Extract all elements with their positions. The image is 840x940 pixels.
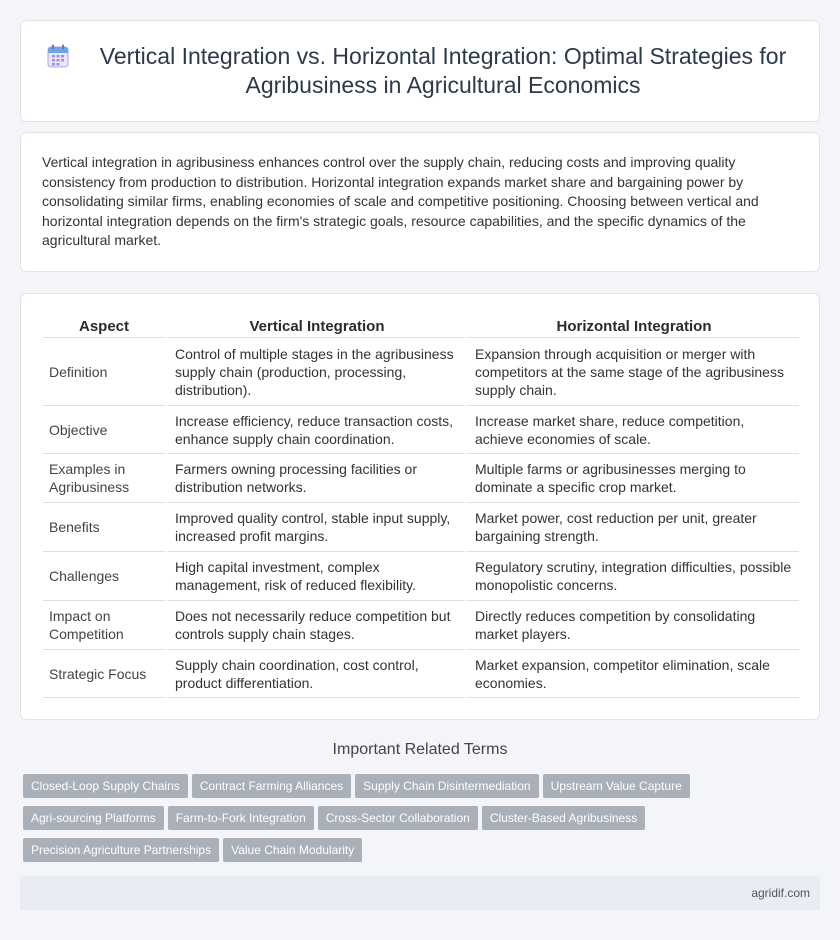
related-term-tag[interactable]: Cross-Sector Collaboration <box>318 806 478 830</box>
related-term-tag[interactable]: Agri-sourcing Platforms <box>23 806 164 830</box>
header-vertical: Vertical Integration <box>165 316 465 338</box>
row-vertical: High capital investment, complex management, risk of reduced flexibility. <box>165 552 465 601</box>
row-aspect: Definition <box>43 338 165 406</box>
related-terms-list <box>23 774 743 870</box>
table-row <box>43 552 799 601</box>
related-term-tag[interactable]: Value Chain Modularity <box>223 838 362 862</box>
related-term-tag[interactable]: Cluster-Based Agribusiness <box>482 806 645 830</box>
row-vertical: Farmers owning processing facilities or distribution networks. <box>165 454 465 503</box>
row-aspect: Challenges <box>43 552 165 601</box>
table-row <box>43 601 799 650</box>
table-row <box>43 503 799 552</box>
row-horizontal: Directly reduces competition by consolidating market players. <box>465 601 799 650</box>
row-aspect: Impact on Competition <box>43 601 165 650</box>
row-vertical: Improved quality control, stable input supply, increased profit margins. <box>165 503 465 552</box>
title-card <box>20 20 820 122</box>
row-aspect: Strategic Focus <box>43 650 165 698</box>
table-header-row <box>43 316 799 338</box>
related-term-tag[interactable]: Supply Chain Disintermediation <box>355 774 538 798</box>
footer <box>20 876 820 910</box>
related-terms-title: Important Related Terms <box>332 741 508 758</box>
table-row <box>43 406 799 454</box>
row-vertical: Does not necessarily reduce competition but controls supply chain stages. <box>165 601 465 650</box>
row-horizontal: Expansion through acquisition or merger with competitors at the same stage of the agribusiness supply chain. <box>465 338 799 406</box>
related-term-tag[interactable]: Contract Farming Alliances <box>192 774 351 798</box>
row-vertical: Supply chain coordination, cost control, product differentiation. <box>165 650 465 698</box>
row-horizontal: Multiple farms or agribusinesses merging to dominate a specific crop market. <box>465 454 799 503</box>
calendar-icon <box>47 44 69 68</box>
comparison-table <box>43 316 799 698</box>
row-aspect: Benefits <box>43 503 165 552</box>
row-horizontal: Market expansion, competitor elimination, scale economies. <box>465 650 799 698</box>
table-row <box>43 650 799 698</box>
row-horizontal: Market power, cost reduction per unit, greater bargaining strength. <box>465 503 799 552</box>
header-horizontal: Horizontal Integration <box>465 316 799 338</box>
row-aspect: Objective <box>43 406 165 454</box>
row-vertical: Control of multiple stages in the agribusiness supply chain (production, processing, distribution). <box>165 338 465 406</box>
related-term-tag[interactable]: Closed-Loop Supply Chains <box>23 774 188 798</box>
footer-site-link[interactable]: agridif.com <box>751 886 810 900</box>
table-row <box>43 338 799 406</box>
header-aspect: Aspect <box>43 316 165 338</box>
intro-paragraph: Vertical integration in agribusiness enhances control over the supply chain, reducing costs and improving quality consistency from production to distribution. Horizontal integration expands market share and bargaining power by consolidating similar firms, enabling economies of scale and competitive positioning. Choosing between vertical and horizontal integration depends on the firm's strategic goals, resource capabilities, and the specific dynamics of the agricultural market. <box>42 154 759 248</box>
related-term-tag[interactable]: Precision Agriculture Partnerships <box>23 838 219 862</box>
related-term-tag[interactable]: Farm-to-Fork Integration <box>168 806 314 830</box>
intro-card <box>20 132 820 272</box>
comparison-card <box>20 293 820 720</box>
row-horizontal: Increase market share, reduce competition, achieve economies of scale. <box>465 406 799 454</box>
table-row <box>43 454 799 503</box>
page-title: Vertical Integration vs. Horizontal Integration: Optimal Strategies for Agribusiness in Agricultural Economics <box>99 43 787 98</box>
row-aspect: Examples in Agribusiness <box>43 454 165 503</box>
row-vertical: Increase efficiency, reduce transaction costs, enhance supply chain coordination. <box>165 406 465 454</box>
related-term-tag[interactable]: Upstream Value Capture <box>543 774 690 798</box>
row-horizontal: Regulatory scrutiny, integration difficulties, possible monopolistic concerns. <box>465 552 799 601</box>
